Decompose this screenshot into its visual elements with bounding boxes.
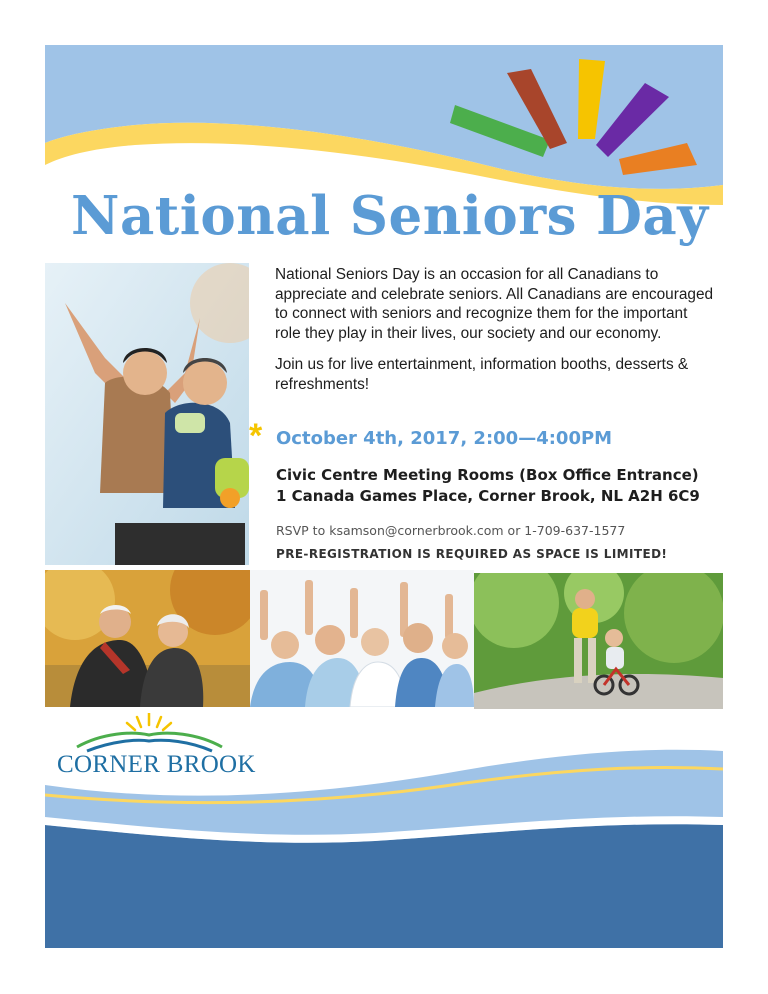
cornerbrook-logo xyxy=(57,713,287,793)
intro-paragraph: National Seniors Day is an occasion for all Canadians to appreciate and celebrate seniors. All Canadians are encouraged to connect with seniors and recognize them for the important role they play in their lives, our society and our economy. xyxy=(275,266,714,342)
photo-grandparent-bike xyxy=(474,573,723,709)
event-datetime: October 4th, 2017, 2:00—4:00PM xyxy=(276,428,613,449)
photo-scooter-seniors xyxy=(45,263,249,565)
preregistration-notice: PRE-REGISTRATION IS REQUIRED AS SPACE IS LIMITED! xyxy=(276,547,668,561)
venue-address: 1 Canada Games Place, Corner Brook, NL A2H 6C9 xyxy=(276,487,700,505)
join-paragraph: Join us for live entertainment, information booths, desserts & refreshments! xyxy=(275,356,689,393)
flyer-title: National Seniors Day xyxy=(71,185,709,247)
description-block xyxy=(275,265,715,406)
flyer xyxy=(45,45,723,948)
logo-wordmark: CORNER BROOK xyxy=(57,751,256,778)
venue-name: Civic Centre Meeting Rooms (Box Office Entrance) xyxy=(276,466,699,484)
photo-couple-autumn xyxy=(45,570,250,707)
rsvp-contact: RSVP to ksamson@cornerbrook.com or 1-709-637-1577 xyxy=(276,523,626,538)
asterisk-icon: * xyxy=(249,417,263,455)
venue-block xyxy=(276,465,700,507)
photo-cheering-group xyxy=(250,570,474,707)
